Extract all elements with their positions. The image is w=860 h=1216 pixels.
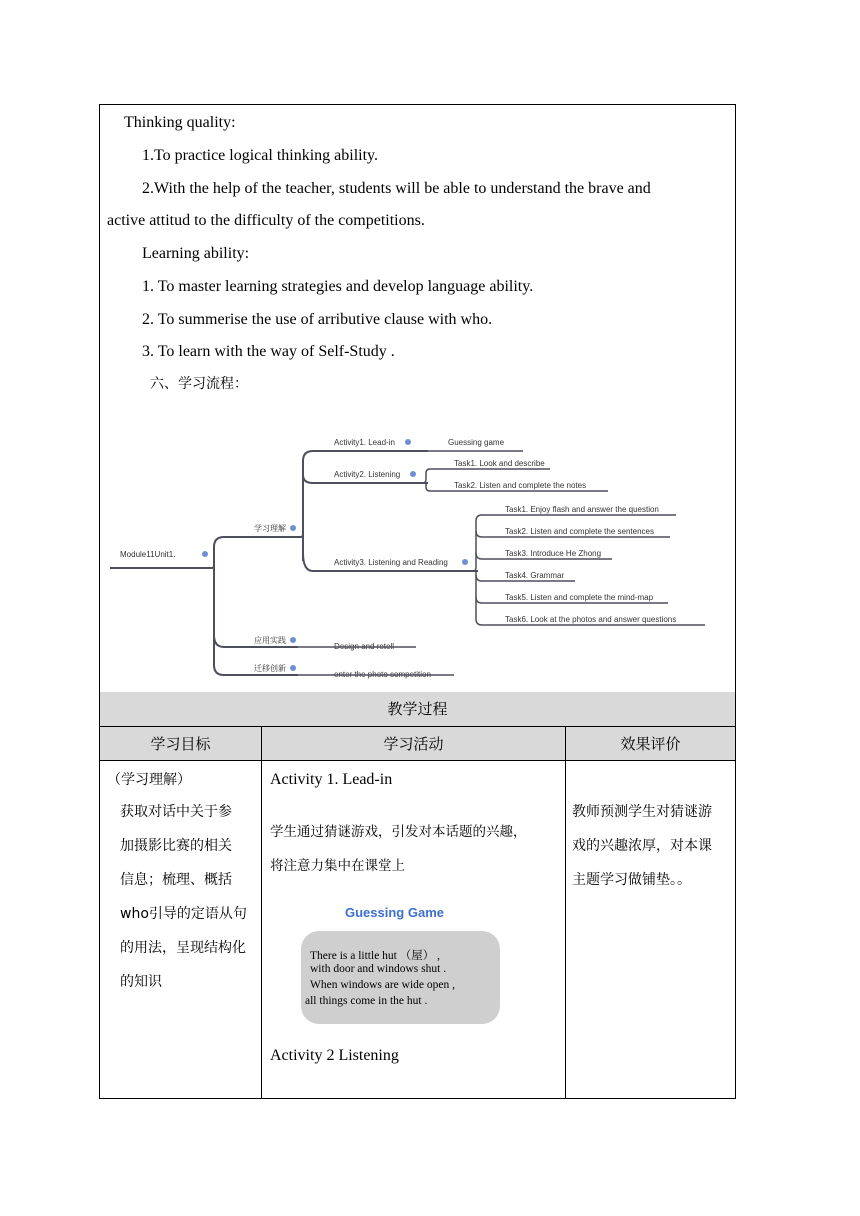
goal-line: 信息；梳理、概括 [120, 872, 232, 888]
mm-a3-t6: Task6. Look at the photos and answer questions [505, 615, 677, 624]
eval-line: 戏的兴趣浓厚，对本课 [572, 838, 712, 854]
column-divider [261, 727, 262, 1099]
thinking-item-1: 1.To practice logical thinking ability. [142, 147, 378, 164]
mm-a3-t4: Task4. Grammar [505, 571, 565, 580]
mm-a1: Activity1. Lead-in [334, 438, 395, 447]
collapse-icon [290, 637, 296, 643]
collapse-icon [290, 665, 296, 671]
goal-line: 加摄影比赛的相关 [120, 838, 232, 854]
mm-a3-t1: Task1. Enjoy flash and answer the question [505, 505, 659, 514]
mm-a2-t1: Task1. Look and describe [454, 459, 545, 468]
mm-a3-t5: Task5. Listen and complete the mind-map [505, 593, 654, 602]
col-header-activity: 学习活动 [262, 727, 565, 761]
mm-a3: Activity3. Listening and Reading [334, 558, 448, 567]
mm-a2: Activity2. Listening [334, 470, 401, 479]
collapse-icon [290, 525, 296, 531]
mm-root: Module11Unit1. [120, 550, 176, 559]
thinking-quality-heading: Thinking quality: [124, 114, 236, 131]
mm-a2-t2: Task2. Listen and complete the notes [454, 481, 587, 490]
activity1-desc-line: 将注意力集中在课堂上 [270, 858, 405, 874]
goal-category: （学习理解） [107, 772, 191, 788]
goal-line: 获取对话中关于参 [120, 804, 232, 820]
riddle-line: When windows are wide open , [310, 979, 455, 991]
mm-a1-leaf: Guessing game [448, 438, 505, 447]
mind-map [108, 427, 718, 685]
process-header: 教学过程 [100, 692, 735, 727]
section-six-heading: 六、学习流程： [150, 376, 248, 392]
activity1-desc-line: 学生通过猜谜游戏，引发对本话题的兴趣， [270, 824, 527, 840]
activity1-title: Activity 1. Lead-in [270, 771, 393, 788]
collapse-icon [462, 559, 468, 565]
mm-b1: 学习理解 [254, 524, 286, 533]
guessing-game-title: Guessing Game [345, 905, 444, 920]
mm-a3-t1-line [473, 515, 676, 571]
mm-b2-leaf: Design and retell [334, 642, 395, 651]
riddle-line: There is a little hut （屋） , [310, 950, 440, 962]
mm-b3: 迁移创新 [254, 664, 286, 673]
evaluation-text [572, 795, 732, 897]
thinking-item-2b: active attitud to the difficulty of the competitions. [107, 212, 425, 229]
lesson-plan-table [99, 104, 736, 1099]
eval-line: 主题学习做铺垫。。 [572, 872, 691, 888]
goal-line: 的知识 [120, 974, 162, 990]
mm-a3-t3: Task3. Introduce He Zhong [505, 549, 602, 558]
column-divider [565, 727, 566, 1099]
mm-b2: 应用实践 [254, 636, 286, 645]
mm-a3-t2: Task2. Listen and complete the sentences [505, 527, 654, 536]
collapse-icon [202, 551, 208, 557]
learning-item-3: 3. To learn with the way of Self-Study . [142, 343, 395, 360]
goal-description [120, 795, 260, 999]
activity2-title: Activity 2 Listening [270, 1047, 399, 1064]
thinking-item-2a: 2.With the help of the teacher, students will be able to understand the brave and [142, 180, 651, 197]
col-header-eval: 效果评价 [566, 727, 735, 761]
objectives-cell [100, 105, 735, 693]
learning-item-2: 2. To summerise the use of arributive clause with who. [142, 311, 493, 328]
collapse-icon [405, 439, 411, 445]
mm-b3-leaf: enter the photo competition [334, 670, 431, 679]
eval-line: 教师预测学生对猜谜游 [572, 804, 712, 820]
learning-ability-heading: Learning ability: [142, 245, 250, 262]
goal-line: who引导的定语从句 [120, 906, 247, 922]
riddle-box [301, 931, 500, 1024]
col-header-goal: 学习目标 [100, 727, 261, 761]
riddle-line: all things come in the hut . [305, 995, 428, 1007]
goal-line: 的用法，呈现结构化 [120, 940, 246, 956]
mm-root-down [214, 565, 298, 675]
learning-item-1: 1. To master learning strategies and develop language ability. [142, 278, 534, 295]
activity1-description [270, 815, 555, 883]
collapse-icon [410, 471, 416, 477]
riddle-line: with door and windows shut . [310, 963, 447, 975]
